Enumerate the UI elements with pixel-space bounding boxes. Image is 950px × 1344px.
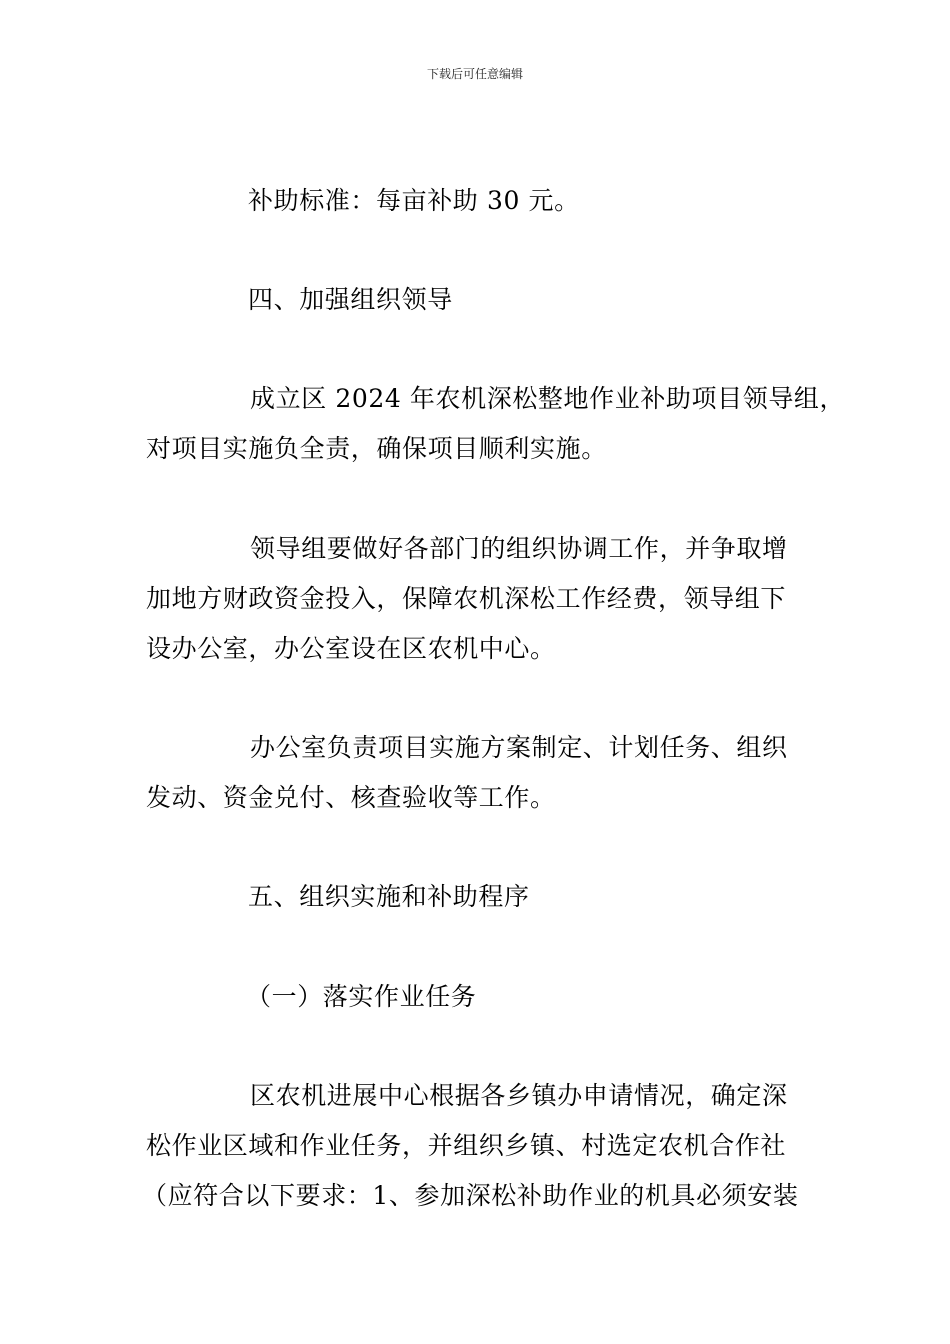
page-header: 下载后可任意编辑 — [426, 67, 523, 81]
text-line: 对项目实施负全责，确保项目顺利实施。 — [146, 434, 607, 463]
text-line: 加地方财政资金投入，保障农机深松工作经费，领导组下 — [146, 584, 787, 613]
text-line: 办公室负责项目实施方案制定、计划任务、组织 — [250, 733, 788, 762]
text-line: 设办公室，办公室设在区农机中心。 — [146, 634, 556, 663]
section-heading: 五、组织实施和补助程序 — [248, 882, 530, 911]
subsection-heading: （一）落实作业任务 — [246, 982, 477, 1011]
text-line: 区农机进展中心根据各乡镇办申请情况，确定深 — [250, 1081, 788, 1110]
text-line: 松作业区域和作业任务，并组织乡镇、村选定农机合作社 — [146, 1131, 787, 1160]
text-line: 发动、资金兑付、核查验收等工作。 — [146, 783, 556, 812]
section-heading: 四、加强组织领导 — [248, 285, 453, 314]
text-line: 成立区 2024 年农机深松整地作业补助项目领导组， — [250, 384, 846, 413]
text-line: （应符合以下要求：1、参加深松补助作业的机具必须安装 — [142, 1181, 799, 1210]
text-line: 领导组要做好各部门的组织协调工作，并争取增 — [250, 534, 788, 563]
text-line: 补助标准：每亩补助 30 元。 — [248, 186, 580, 215]
